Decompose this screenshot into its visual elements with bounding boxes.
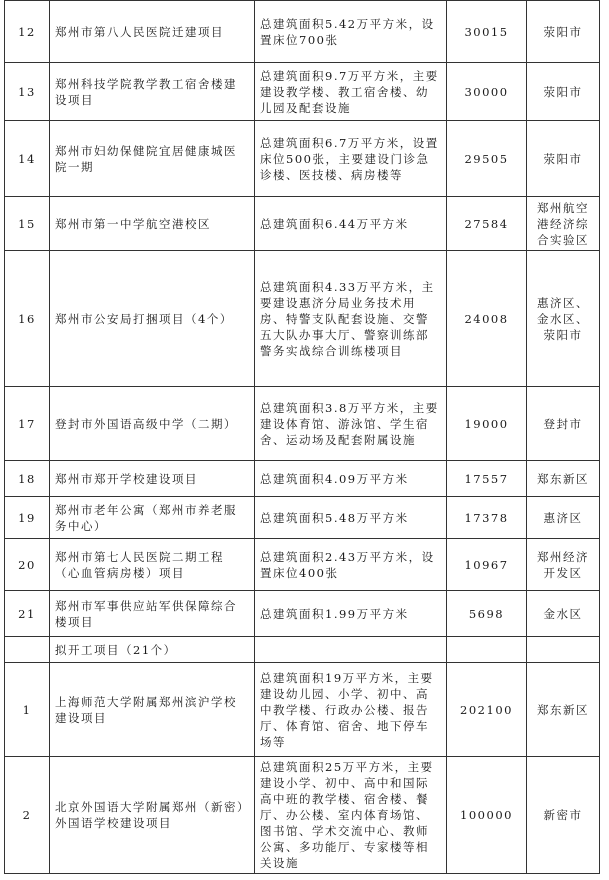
section-number-cell [5,637,50,663]
construction-content: 总建筑面积2.43万平方米，设置床位400张 [255,539,447,591]
project-name: 登封市外国语高级中学（二期） [50,387,255,461]
project-location: 郑东新区 [527,663,600,757]
investment-amount: 17378 [447,497,527,539]
table-row [5,1,600,63]
investment-amount: 10967 [447,539,527,591]
investment-amount: 5698 [447,591,527,637]
table-row [5,387,600,461]
project-location: 登封市 [527,387,600,461]
construction-content: 总建筑面积3.8万平方米，主要建设体育馆、游泳馆、学生宿舍、运动场及配套附属设施 [255,387,447,461]
table-row [5,197,600,251]
table-row [5,757,600,874]
table-row [5,591,600,637]
row-number: 15 [5,197,50,251]
project-name: 郑州市军事供应站军供保障综合楼项目 [50,591,255,637]
project-location: 荥阳市 [527,121,600,197]
section-empty-cell [255,637,447,663]
construction-content: 总建筑面积4.09万平方米 [255,461,447,497]
construction-content: 总建筑面积9.7万平方米，主要建设教学楼、教工宿舍楼、幼儿园及配套设施 [255,63,447,121]
project-name: 郑州市老年公寓（郑州市养老服务中心） [50,497,255,539]
project-location: 新密市 [527,757,600,874]
section-header-row [5,637,600,663]
investment-amount: 100000 [447,757,527,874]
project-location: 郑州经济开发区 [527,539,600,591]
project-location: 惠济区、金水区、荥阳市 [527,251,600,387]
project-name: 郑州市第七人民医院二期工程（心血管病房楼）项目 [50,539,255,591]
project-name: 北京外国语大学附属郑州（新密）外国语学校建设项目 [50,757,255,874]
investment-amount: 202100 [447,663,527,757]
project-name: 郑州市第八人民医院迁建项目 [50,1,255,63]
table-row [5,663,600,757]
construction-content: 总建筑面积1.99万平方米 [255,591,447,637]
table-row [5,121,600,197]
project-name: 郑州市第一中学航空港校区 [50,197,255,251]
table-row [5,497,600,539]
project-location: 荥阳市 [527,63,600,121]
investment-amount: 29505 [447,121,527,197]
row-number: 12 [5,1,50,63]
construction-content: 总建筑面积19万平方米，主要建设幼儿园、小学、初中、高中教学楼、行政办公楼、报告厅、体育馆、宿舍、地下停车场等 [255,663,447,757]
construction-content: 总建筑面积6.44万平方米 [255,197,447,251]
construction-content: 总建筑面积25万平方米，主要建设小学、初中、高中和国际高中班的教学楼、宿舍楼、餐厅、办公楼、室内体育场馆、图书馆、学术交流中心、教师公寓、多功能厅、专家楼等相关设施 [255,757,447,874]
row-number: 1 [5,663,50,757]
table-row [5,461,600,497]
construction-content: 总建筑面积5.42万平方米，设置床位700张 [255,1,447,63]
row-number: 18 [5,461,50,497]
row-number: 17 [5,387,50,461]
section-empty-cell [527,637,600,663]
construction-content: 总建筑面积6.7万平方米，设置床位500张，主要建设门诊急诊楼、医技楼、病房楼等 [255,121,447,197]
row-number: 16 [5,251,50,387]
row-number: 2 [5,757,50,874]
project-name: 郑州市郑开学校建设项目 [50,461,255,497]
project-location: 惠济区 [527,497,600,539]
investment-amount: 27584 [447,197,527,251]
investment-amount: 17557 [447,461,527,497]
section-empty-cell [447,637,527,663]
project-name: 上海师范大学附属郑州滨沪学校建设项目 [50,663,255,757]
investment-amount: 24008 [447,251,527,387]
project-location: 郑东新区 [527,461,600,497]
project-location: 金水区 [527,591,600,637]
table-row [5,63,600,121]
table-row [5,251,600,387]
project-location: 荥阳市 [527,1,600,63]
row-number: 14 [5,121,50,197]
table-row [5,539,600,591]
row-number: 13 [5,63,50,121]
construction-content: 总建筑面积5.48万平方米 [255,497,447,539]
project-name: 郑州市公安局打捆项目（4个） [50,251,255,387]
project-table [4,0,600,874]
row-number: 20 [5,539,50,591]
row-number: 21 [5,591,50,637]
investment-amount: 30015 [447,1,527,63]
project-location: 郑州航空港经济综合实验区 [527,197,600,251]
construction-content: 总建筑面积4.33万平方米，主要建设惠济分局业务技术用房、特警支队配套设施、交警五大队办事大厅、警察训练部警务实战综合训练楼项目 [255,251,447,387]
investment-amount: 30000 [447,63,527,121]
project-name: 郑州科技学院教学教工宿舍楼建设项目 [50,63,255,121]
project-name: 郑州市妇幼保健院宜居健康城医院一期 [50,121,255,197]
investment-amount: 19000 [447,387,527,461]
section-label: 拟开工项目（21个） [50,637,255,663]
row-number: 19 [5,497,50,539]
